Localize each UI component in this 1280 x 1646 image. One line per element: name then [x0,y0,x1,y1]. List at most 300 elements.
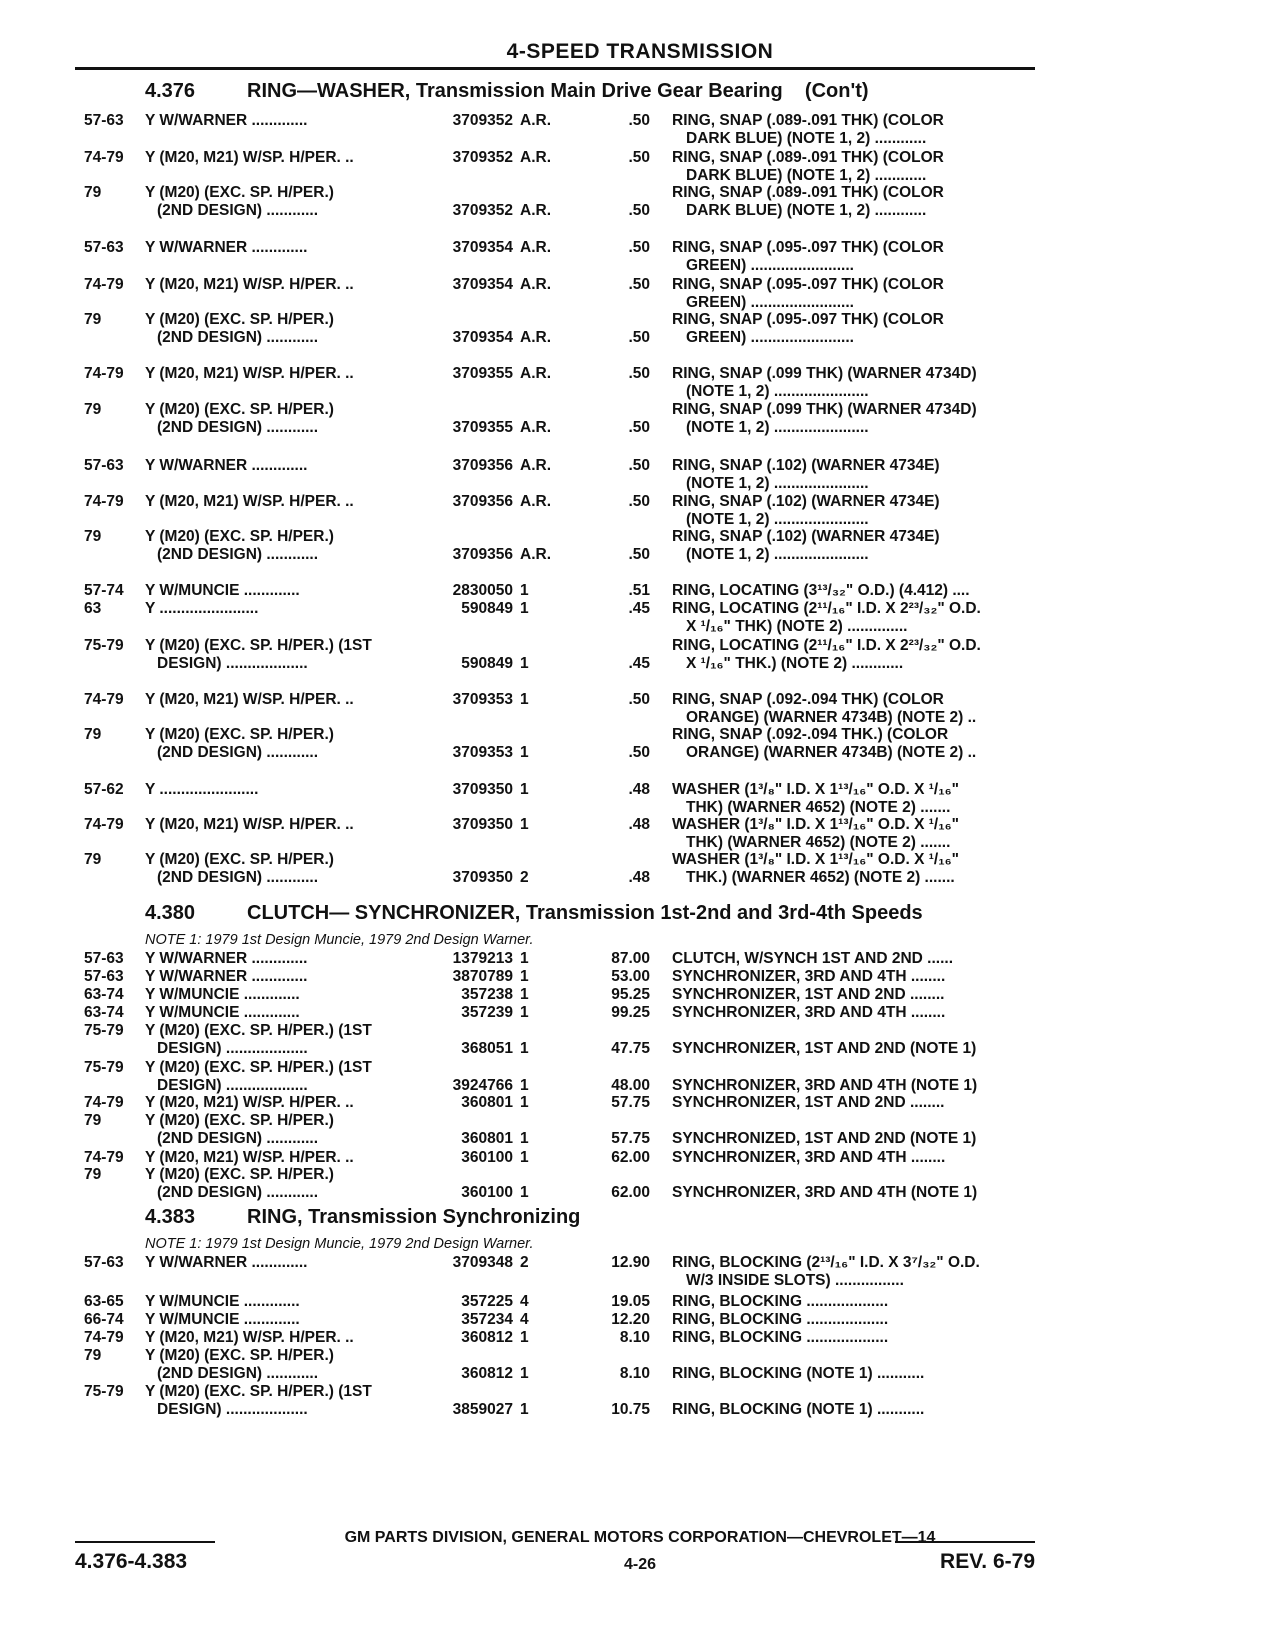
quantity: 1 [520,1129,529,1147]
footer-section-range: 4.376-4.383 [75,1550,188,1573]
section-title: RING—WASHER, Transmission Main Drive Gear Bearing (Con't) [247,80,869,102]
description [672,1022,1034,1057]
description-line [672,1112,1034,1130]
quantity: 1 [520,950,529,967]
part-number: 3709354 [452,276,513,293]
model-years: 79 [84,401,102,418]
description-line [672,1022,1034,1040]
quantity: 1 [520,582,529,599]
price: .48 [628,816,650,833]
description-line: (NOTE 1, 2) ...................... [686,545,869,563]
part-number: 357225 [461,1293,513,1310]
application-line: DESIGN) ................... [157,1039,308,1057]
application [145,149,407,167]
section-number: 4.383 [145,1206,196,1228]
price: .48 [628,781,650,798]
application [145,1383,407,1418]
description [672,781,1034,816]
description [672,637,1034,672]
description-line: CLUTCH, W/SYNCH 1ST AND 2ND ...... [672,950,954,967]
model-years: 57-63 [84,1254,124,1271]
application-line: Y (M20) (EXC. SP. H/PER.) [145,184,334,201]
description [672,149,1034,184]
application [145,239,407,257]
section-heading [145,80,869,103]
model-years: 57-63 [84,950,124,967]
application [145,816,407,834]
description [672,1004,1034,1022]
description-line [672,1059,1034,1077]
application-line: Y W/WARNER ............. [145,112,308,129]
model-years: 57-63 [84,112,124,129]
description-line: RING, SNAP (.092-.094 THK.) (COLOR [672,726,949,743]
model-years: 79 [84,184,102,201]
application-line: Y (M20, M21) W/SP. H/PER. .. [145,276,354,293]
price: 62.00 [611,1149,650,1166]
part-number: 3709350 [452,781,513,798]
application-line: Y ....................... [145,600,259,617]
description [672,851,1034,886]
model-years: 74-79 [84,1094,124,1111]
price: .50 [628,112,650,129]
description-line: RING, SNAP (.102) (WARNER 4734E) [672,528,940,545]
description [672,1166,1034,1201]
price: .48 [628,868,650,886]
model-years: 74-79 [84,816,124,833]
application-line: Y (M20, M21) W/SP. H/PER. .. [145,365,354,382]
part-number: 357234 [461,1311,513,1328]
price: 47.75 [611,1039,650,1057]
model-years: 79 [84,1347,102,1364]
description-line: THK.) (WARNER 4652) (NOTE 2) ....... [686,868,955,886]
application-line: Y ....................... [145,781,259,798]
application [145,457,407,475]
description [672,1059,1034,1094]
description-line: RING, SNAP (.089-.091 THK) (COLOR [672,112,944,129]
description-line: W/3 INSIDE SLOTS) ................ [686,1271,904,1289]
application [145,986,407,1004]
price: 19.05 [611,1293,650,1310]
description-line: (NOTE 1, 2) ...................... [686,418,869,436]
description [672,1112,1034,1147]
description-line: RING, BLOCKING ................... [672,1329,889,1346]
quantity: 1 [520,1004,529,1021]
application-line: Y (M20, M21) W/SP. H/PER. .. [145,691,354,708]
description-line: SYNCHRONIZER, 1ST AND 2ND ........ [672,1094,945,1111]
part-number: 3709350 [452,816,513,833]
application [145,1166,407,1201]
description [672,600,1034,635]
price: .50 [628,743,650,761]
part-number: 3709354 [452,328,513,346]
quantity: 1 [520,1149,529,1166]
application [145,1004,407,1022]
application-line: Y (M20, M21) W/SP. H/PER. .. [145,816,354,833]
description [672,401,1034,436]
quantity: 4 [520,1293,529,1310]
price: .45 [628,600,650,617]
model-years: 63-74 [84,1004,124,1021]
price: 95.25 [611,986,650,1003]
description [672,493,1034,528]
application-line: DESIGN) ................... [157,1076,308,1094]
section-heading [145,1206,580,1229]
quantity: A.R. [520,457,551,474]
part-number: 2830050 [452,582,513,599]
price: 8.10 [619,1364,650,1382]
description-line: RING, BLOCKING (NOTE 1) ........... [672,1364,925,1382]
description-line: ORANGE) (WARNER 4734B) (NOTE 2) .. [686,708,977,726]
price: 8.10 [619,1329,650,1346]
section-title: RING, Transmission Synchronizing [247,1206,581,1228]
part-number: 3709356 [452,493,513,510]
application-line: Y (M20) (EXC. SP. H/PER.) (1ST [145,1383,372,1400]
description-line: X ¹/₁₆" THK) (NOTE 2) .............. [686,617,908,635]
page-header-title: 4-SPEED TRANSMISSION [506,40,774,63]
application [145,1329,407,1347]
description-line [672,1383,1034,1401]
description-line: SYNCHRONIZER, 3RD AND 4TH ........ [672,1004,946,1021]
price: 62.00 [611,1183,650,1201]
part-number: 3924766 [452,1076,513,1094]
description [672,1347,1034,1382]
description [672,1293,1034,1311]
application [145,968,407,986]
description-line: GREEN) ........................ [686,293,854,311]
application-line: (2ND DESIGN) ............ [157,545,319,563]
description-line: WASHER (1³/₈" I.D. X 1¹³/₁₆" O.D. X ¹/₁₆" [672,816,959,833]
application-line: Y (M20) (EXC. SP. H/PER.) [145,401,334,418]
model-years: 63-65 [84,1293,124,1310]
quantity: A.R. [520,328,551,346]
description-line [672,1347,1034,1365]
price: .51 [628,582,650,599]
application-line: Y (M20, M21) W/SP. H/PER. .. [145,1329,354,1346]
footer-publisher: GM PARTS DIVISION, GENERAL MOTORS CORPORATION—CHEVROLET—14 [344,1529,936,1546]
application [145,851,407,886]
application [145,1149,407,1167]
description [672,528,1034,563]
description [672,816,1034,851]
application-line: Y W/MUNCIE ............. [145,1311,300,1328]
description [672,691,1034,726]
description-line: DARK BLUE) (NOTE 1, 2) ............ [686,201,927,219]
quantity: 1 [520,968,529,985]
description [672,950,1034,968]
application [145,401,407,436]
quantity: A.R. [520,365,551,382]
part-number: 360801 [461,1129,513,1147]
description [672,276,1034,311]
description-line: SYNCHRONIZED, 1ST AND 2ND (NOTE 1) [672,1129,977,1147]
price: .50 [628,365,650,382]
quantity: 1 [520,1183,529,1201]
price: 48.00 [611,1076,650,1094]
description-line: RING, BLOCKING ................... [672,1293,889,1310]
quantity: 1 [520,1039,529,1057]
model-years: 79 [84,528,102,545]
application [145,1022,407,1057]
part-number: 3709353 [452,743,513,761]
price: .45 [628,654,650,672]
description [672,1311,1034,1329]
part-number: 3709353 [452,691,513,708]
price: .50 [628,201,650,219]
section-heading [145,902,923,925]
quantity: 2 [520,1254,529,1271]
quantity: 4 [520,1311,529,1328]
application [145,528,407,563]
part-number: 3709354 [452,239,513,256]
application-line: Y (M20, M21) W/SP. H/PER. .. [145,1149,354,1166]
price: .50 [628,545,650,563]
quantity: 2 [520,868,529,886]
description-line: (NOTE 1, 2) ...................... [686,510,869,528]
application-line: Y (M20) (EXC. SP. H/PER.) [145,1347,334,1364]
application-line: (2ND DESIGN) ............ [157,328,319,346]
description-line: ORANGE) (WARNER 4734B) (NOTE 2) .. [686,743,977,761]
description [672,365,1034,400]
part-number: 3709352 [452,112,513,129]
price: 12.20 [611,1311,650,1328]
quantity: 1 [520,1094,529,1111]
quantity: A.R. [520,201,551,219]
description-line: (NOTE 1, 2) ...................... [686,474,869,492]
application [145,582,407,600]
application-line: Y (M20) (EXC. SP. H/PER.) (1ST [145,1022,372,1039]
part-number: 357239 [461,1004,513,1021]
application-line: Y (M20) (EXC. SP. H/PER.) [145,851,334,868]
price: .50 [628,328,650,346]
model-years: 79 [84,1112,102,1129]
part-number: 3709350 [452,868,513,886]
section-note: NOTE 1: 1979 1st Design Muncie, 1979 2nd Design Warner. [145,1236,534,1252]
model-years: 74-79 [84,149,124,166]
application-line: Y W/MUNCIE ............. [145,986,300,1003]
description [672,968,1034,986]
model-years: 74-79 [84,1329,124,1346]
price: .50 [628,418,650,436]
part-number: 3709352 [452,201,513,219]
part-number: 360801 [461,1094,513,1111]
application [145,1293,407,1311]
application [145,1094,407,1112]
part-number: 360812 [461,1364,513,1382]
price: 57.75 [611,1129,650,1147]
model-years: 74-79 [84,691,124,708]
description-line: RING, LOCATING (2¹¹/₁₆" I.D. X 2²³/₃₂" O.D. [672,637,981,654]
part-number: 368051 [461,1039,513,1057]
application-line: Y W/WARNER ............. [145,1254,308,1271]
application-line: (2ND DESIGN) ............ [157,1129,319,1147]
description-line: X ¹/₁₆" THK.) (NOTE 2) ............ [686,654,904,672]
description [672,457,1034,492]
description [672,986,1034,1004]
model-years: 79 [84,851,102,868]
application [145,493,407,511]
description-line: RING, SNAP (.095-.097 THK) (COLOR [672,276,944,293]
price: 99.25 [611,1004,650,1021]
description-line: RING, SNAP (.089-.091 THK) (COLOR [672,149,944,166]
part-number: 3709355 [452,365,513,382]
description-line: RING, LOCATING (2¹¹/₁₆" I.D. X 2²³/₃₂" O.D. [672,600,981,617]
part-number: 3709348 [452,1254,513,1271]
price: .50 [628,493,650,510]
application [145,184,407,219]
description-line: RING, SNAP (.089-.091 THK) (COLOR [672,184,944,201]
price: 53.00 [611,968,650,985]
application-line: (2ND DESIGN) ............ [157,1183,319,1201]
quantity: A.R. [520,493,551,510]
model-years: 79 [84,726,102,743]
description-line: GREEN) ........................ [686,256,854,274]
description-line: RING, BLOCKING (2¹³/₁₆" I.D. X 3⁷/₃₂" O.D. [672,1254,980,1271]
description-line: RING, SNAP (.102) (WARNER 4734E) [672,493,940,510]
description-line: RING, SNAP (.095-.097 THK) (COLOR [672,311,944,328]
quantity: A.R. [520,418,551,436]
description-line [672,1166,1034,1184]
section-number: 4.380 [145,902,196,924]
price: .50 [628,239,650,256]
model-years: 75-79 [84,1383,124,1400]
application-line: (2ND DESIGN) ............ [157,868,319,886]
description-line: DARK BLUE) (NOTE 1, 2) ............ [686,129,927,147]
quantity: 1 [520,654,529,672]
description [672,1254,1034,1289]
part-number: 3709356 [452,545,513,563]
application-line: (2ND DESIGN) ............ [157,743,319,761]
application [145,112,407,130]
quantity: A.R. [520,112,551,129]
application [145,691,407,709]
application-line: Y (M20) (EXC. SP. H/PER.) [145,726,334,743]
description-line: SYNCHRONIZER, 1ST AND 2ND ........ [672,986,945,1003]
description-line: (NOTE 1, 2) ...................... [686,382,869,400]
model-years: 74-79 [84,493,124,510]
description-line: GREEN) ........................ [686,328,854,346]
part-number: 360100 [461,1149,513,1166]
description-line: SYNCHRONIZER, 3RD AND 4TH ........ [672,968,946,985]
application [145,1311,407,1329]
application [145,1112,407,1147]
quantity: 1 [520,600,529,617]
description-line: RING, LOCATING (3¹³/₃₂" O.D.) (4.412) .... [672,582,970,599]
application-line: (2ND DESIGN) ............ [157,201,319,219]
description [672,1094,1034,1112]
part-number: 3709356 [452,457,513,474]
price: .50 [628,457,650,474]
section-number: 4.376 [145,80,196,102]
description-line: RING, SNAP (.099 THK) (WARNER 4734D) [672,401,977,418]
description-line: WASHER (1³/₈" I.D. X 1¹³/₁₆" O.D. X ¹/₁₆" [672,851,959,868]
description [672,112,1034,147]
footer-revision: REV. 6-79 [940,1550,1035,1573]
price: 12.90 [611,1254,650,1271]
description-line: RING, SNAP (.092-.094 THK) (COLOR [672,691,944,708]
application [145,276,407,294]
description-line: RING, BLOCKING (NOTE 1) ........... [672,1400,925,1418]
description-line: RING, SNAP (.095-.097 THK) (COLOR [672,239,944,256]
part-number: 3709355 [452,418,513,436]
part-number: 590849 [461,600,513,617]
application [145,1059,407,1094]
quantity: 1 [520,1400,529,1418]
model-years: 57-74 [84,582,124,599]
description-line: RING, SNAP (.099 THK) (WARNER 4734D) [672,365,977,382]
application-line: Y W/MUNCIE ............. [145,1293,300,1310]
model-years: 75-79 [84,637,124,654]
application-line: Y (M20) (EXC. SP. H/PER.) [145,528,334,545]
price: .50 [628,149,650,166]
part-number: 3709352 [452,149,513,166]
application-line: Y W/MUNCIE ............. [145,582,300,599]
model-years: 74-79 [84,1149,124,1166]
application-line: DESIGN) ................... [157,1400,308,1418]
model-years: 57-63 [84,968,124,985]
model-years: 63 [84,600,102,617]
quantity: A.R. [520,239,551,256]
application [145,950,407,968]
application-line: Y (M20) (EXC. SP. H/PER.) [145,1112,334,1129]
description-line: SYNCHRONIZER, 3RD AND 4TH (NOTE 1) [672,1076,978,1094]
quantity: 1 [520,743,529,761]
model-years: 74-79 [84,276,124,293]
quantity: A.R. [520,149,551,166]
quantity: 1 [520,816,529,833]
application-line: Y (M20) (EXC. SP. H/PER.) [145,1166,334,1183]
model-years: 79 [84,311,102,328]
application [145,781,407,799]
model-years: 66-74 [84,1311,124,1328]
application [145,1254,407,1272]
application-line: Y W/MUNCIE ............. [145,1004,300,1021]
description [672,1149,1034,1167]
model-years: 75-79 [84,1059,124,1076]
description-line: RING, SNAP (.102) (WARNER 4734E) [672,457,940,474]
description [672,726,1034,761]
description [672,184,1034,219]
section-note: NOTE 1: 1979 1st Design Muncie, 1979 2nd Design Warner. [145,932,534,948]
part-number: 1379213 [452,950,513,967]
part-number: 357238 [461,986,513,1003]
application-line: Y W/WARNER ............. [145,968,308,985]
application [145,365,407,383]
application-line: Y W/WARNER ............. [145,950,308,967]
price: .50 [628,691,650,708]
price: 57.75 [611,1094,650,1111]
model-years: 79 [84,1166,102,1183]
application-line: Y W/WARNER ............. [145,457,308,474]
description [672,311,1034,346]
model-years: 74-79 [84,365,124,382]
footer-page-number: 4-26 [623,1556,657,1573]
header-rule [75,67,1035,70]
model-years: 57-63 [84,457,124,474]
part-number: 3859027 [452,1400,513,1418]
application [145,637,407,672]
section-title: CLUTCH— SYNCHRONIZER, Transmission 1st-2nd and 3rd-4th Speeds [247,902,923,924]
description-line: SYNCHRONIZER, 3RD AND 4TH (NOTE 1) [672,1183,978,1201]
description-line: THK) (WARNER 4652) (NOTE 2) ....... [686,833,951,851]
part-number: 3870789 [452,968,513,985]
quantity: A.R. [520,276,551,293]
application [145,726,407,761]
application-line: (2ND DESIGN) ............ [157,418,319,436]
application-line: Y (M20) (EXC. SP. H/PER.) [145,311,334,328]
quantity: 1 [520,1364,529,1382]
price: .50 [628,276,650,293]
quantity: A.R. [520,545,551,563]
